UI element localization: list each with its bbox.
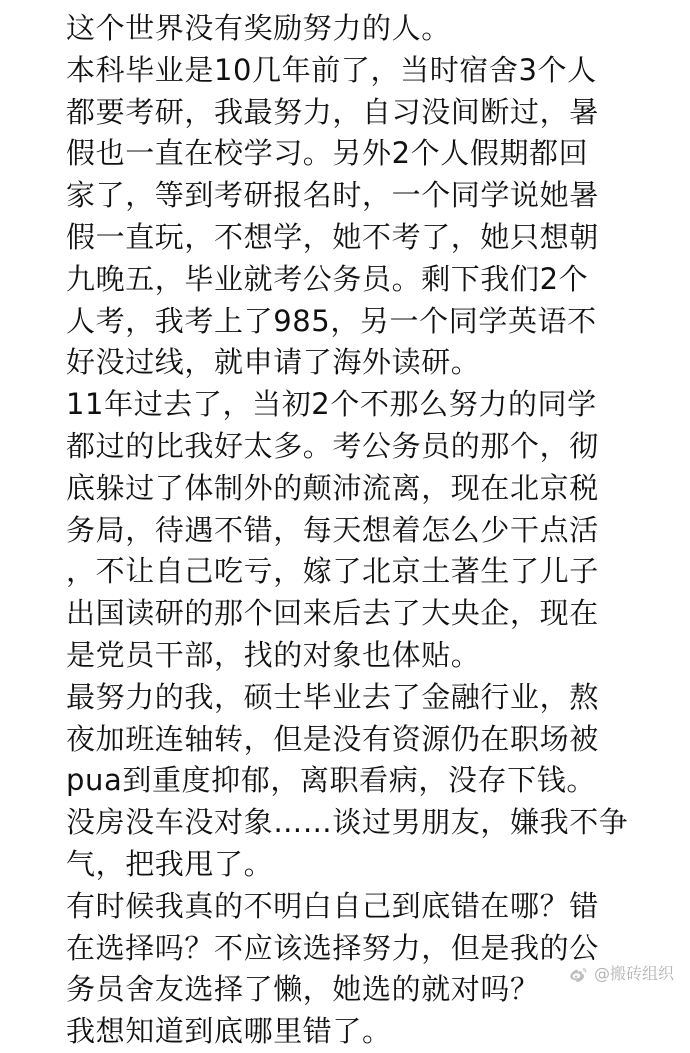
text-line-6: 假一直玩，不想学，她不考了，她只想朝 (66, 219, 599, 254)
text-line-4: 假也一直在校学习。另外2个人假期都回 (66, 136, 589, 171)
text-line-20: 没房没车没对象……谈过男朋友，嫌我不争 (66, 805, 629, 840)
post-body (66, 8, 666, 1053)
text-line-1: 这个世界没有奖励努力的人。 (66, 11, 451, 45)
text-line-19: pua到重度抑郁，离职看病，没存下钱。 (66, 763, 596, 798)
text-line-8: 人考，我考上了985，另一个同学英语不 (66, 303, 597, 338)
text-line-16: 是党员干部，找的对象也体贴。 (66, 637, 481, 672)
text-line-14: ，不让自己吃亏，嫁了北京土著生了儿子 (66, 554, 599, 589)
watermark-text: @搬砖组织 (593, 964, 674, 983)
weibo-watermark (568, 964, 674, 984)
weibo-logo-icon (568, 964, 588, 984)
text-line-13: 务局，待遇不错，每天想着怎么少干点活 (66, 512, 599, 547)
text-line-10: 11年过去了，当初2个不那么努力的同学 (66, 387, 597, 422)
text-line-18: 夜加班连轴转，但是没有资源仍在职场被 (66, 721, 599, 756)
text-line-25: 我想知道到底哪里错了。 (66, 1014, 392, 1049)
text-line-23: 在选择吗？不应该选择努力，但是我的公 (66, 930, 599, 965)
text-line-21: 气，把我甩了。 (66, 846, 274, 881)
text-line-17: 最努力的我，硕士毕业去了金融行业，熬 (66, 679, 599, 714)
text-line-15: 出国读研的那个回来后去了大央企，现在 (66, 596, 599, 631)
text-line-5: 家了，等到考研报名时，一个同学说她暑 (66, 178, 599, 213)
text-line-12: 底躲过了体制外的颠沛流离，现在北京税 (66, 470, 599, 505)
text-line-2: 本科毕业是10几年前了，当时宿舍3个人 (66, 52, 597, 87)
text-line-7: 九晚五，毕业就考公务员。剩下我们2个 (66, 261, 589, 296)
text-line-24: 务员舍友选择了懒，她选的就对吗？ (66, 972, 540, 1007)
text-line-22: 有时候我真的不明白自己到底错在哪？错 (66, 888, 599, 923)
text-line-11: 都过的比我好太多。考公务员的那个，彻 (66, 428, 599, 463)
text-line-9: 好没过线，就申请了海外读研。 (66, 345, 481, 380)
text-line-3: 都要考研，我最努力，自习没间断过，暑 (66, 94, 599, 129)
